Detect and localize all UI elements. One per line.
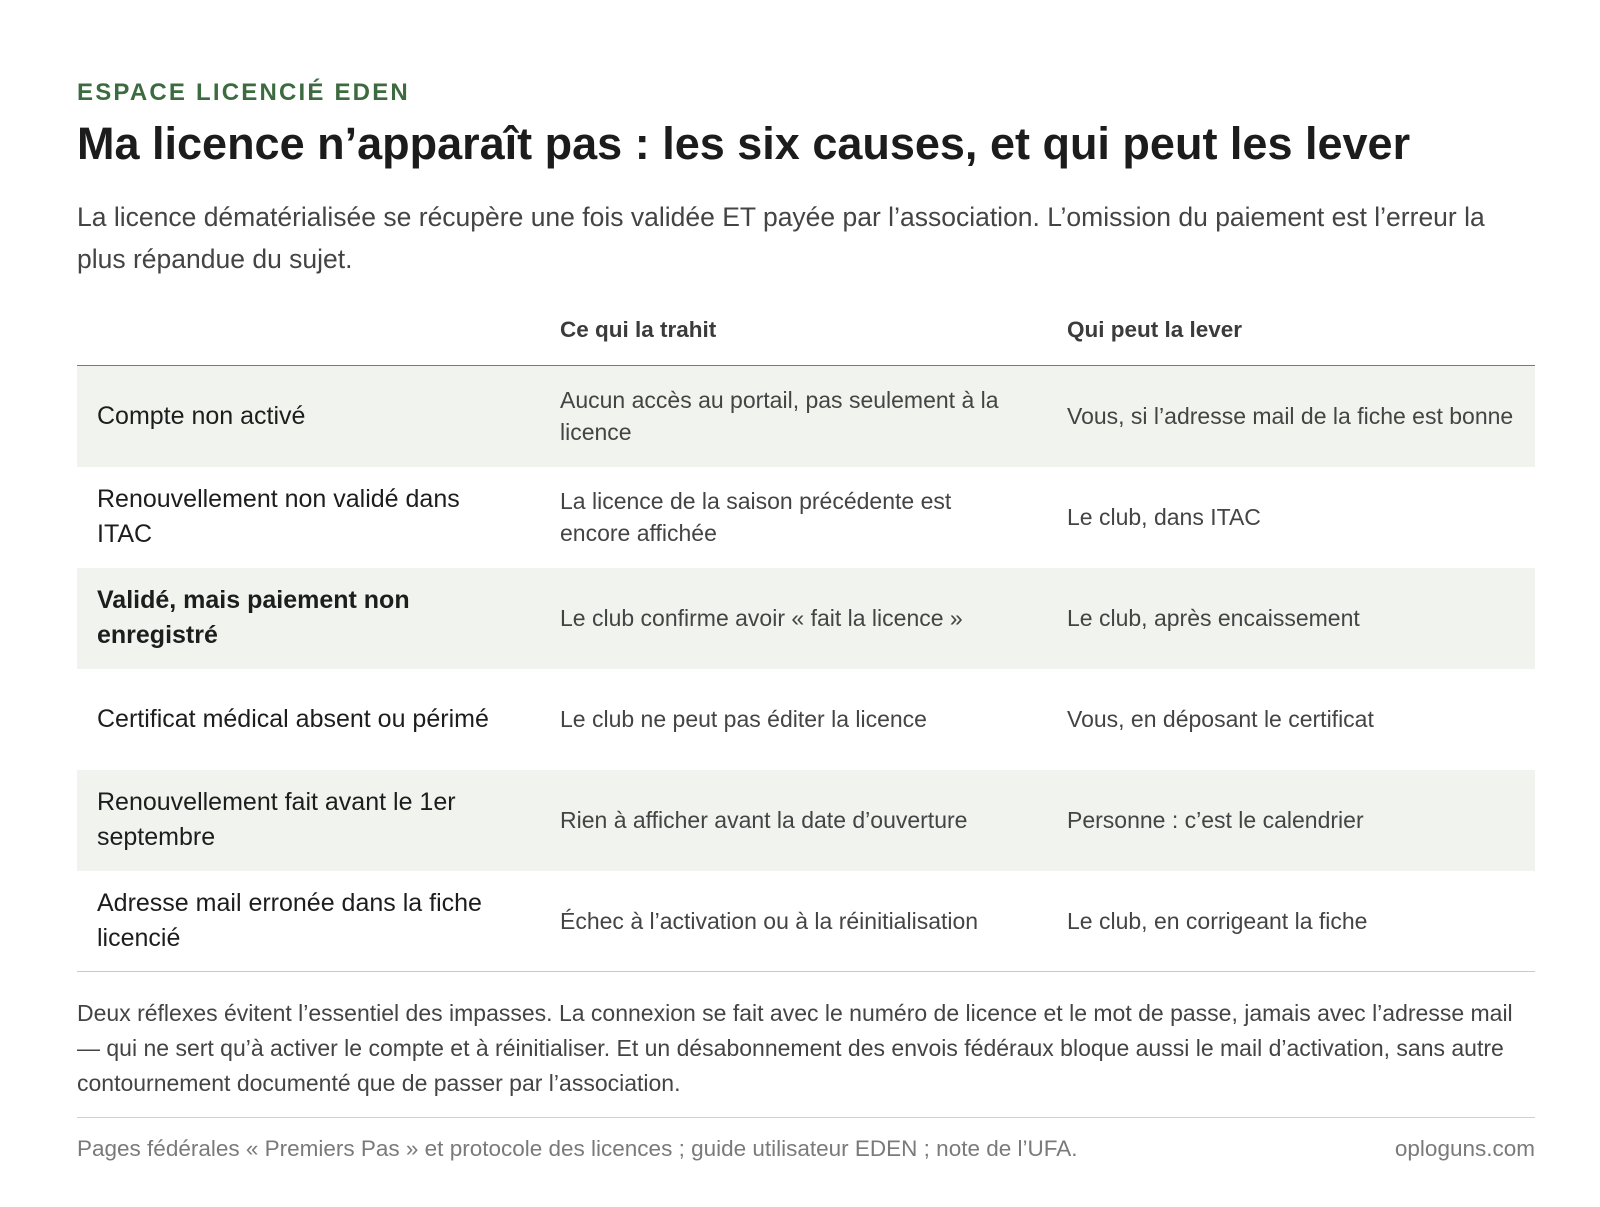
who-cell: Vous, en déposant le certificat bbox=[1067, 706, 1374, 732]
sign-cell: La licence de la saison précédente est encore affichée bbox=[560, 488, 952, 546]
sign-cell: Aucun accès au portail, pas seulement à la licence bbox=[540, 366, 1047, 467]
footer bbox=[77, 1117, 1535, 1164]
who-cell: Le club, en corrigeant la fiche bbox=[1047, 871, 1535, 972]
header-who: Qui peut la lever bbox=[1047, 313, 1535, 366]
sign-cell: Le club ne peut pas éditer la licence bbox=[560, 706, 927, 732]
closing-paragraph: Deux réflexes évitent l’essentiel des impasses. La connexion se fait avec le numéro de licence et le mot de passe, jamais avec l’adresse mail — qui ne sert qu’à activer le compte et à réinitialiser. Et un désabonnement des envois fédéraux bloque aussi le mail d’activation, sans autre contournement documenté que de passer par l’association. bbox=[77, 1000, 1513, 1096]
table-row bbox=[77, 770, 1535, 871]
sign-cell: Rien à afficher avant la date d’ouverture bbox=[540, 770, 1047, 871]
cause-cell: Adresse mail erronée dans la fiche licencié bbox=[77, 871, 540, 972]
cause-cell: Compte non activé bbox=[77, 366, 540, 467]
table-row bbox=[77, 669, 1535, 770]
who-cell: Le club, dans ITAC bbox=[1067, 504, 1261, 530]
cause-cell-highlighted: Validé, mais paiement non enregistré bbox=[77, 568, 540, 669]
table-row bbox=[77, 467, 1535, 568]
footer-site: oploguns.com bbox=[1394, 1136, 1535, 1161]
section-eyebrow: ESPACE LICENCIÉ EDEN bbox=[77, 79, 410, 106]
footer-sources: Pages fédérales « Premiers Pas » et protocole des licences ; guide utilisateur EDEN ; note de l’UFA. bbox=[77, 1136, 1078, 1161]
cause-cell: Renouvellement non validé dans ITAC bbox=[97, 485, 460, 548]
header-cause bbox=[77, 313, 540, 366]
sign-cell: Échec à l’activation ou à la réinitialisation bbox=[540, 871, 1047, 972]
cause-cell: Renouvellement fait avant le 1er septembre bbox=[77, 770, 540, 871]
header-sign: Ce qui la trahit bbox=[540, 313, 1047, 366]
table-row bbox=[77, 366, 1535, 467]
who-cell: Personne : c’est le calendrier bbox=[1047, 770, 1535, 871]
table-row bbox=[77, 568, 1535, 669]
cause-cell: Certificat médical absent ou périmé bbox=[97, 704, 489, 733]
page-title: Ma licence n’apparaît pas : les six causes, et qui peut les lever bbox=[77, 118, 1411, 169]
table-row bbox=[77, 871, 1535, 972]
table-header-row bbox=[77, 313, 1535, 366]
causes-table bbox=[77, 313, 1535, 972]
who-cell: Vous, si l’adresse mail de la fiche est bonne bbox=[1047, 366, 1535, 467]
table-header bbox=[77, 313, 1535, 366]
sign-cell: Le club confirme avoir « fait la licence » bbox=[540, 568, 1047, 669]
who-cell: Le club, après encaissement bbox=[1047, 568, 1535, 669]
table-body bbox=[77, 366, 1535, 972]
intro-paragraph: La licence dématérialisée se récupère une fois validée ET payée par l’association. L’omission du paiement est l’erreur la plus répandue du sujet. bbox=[77, 202, 1485, 274]
